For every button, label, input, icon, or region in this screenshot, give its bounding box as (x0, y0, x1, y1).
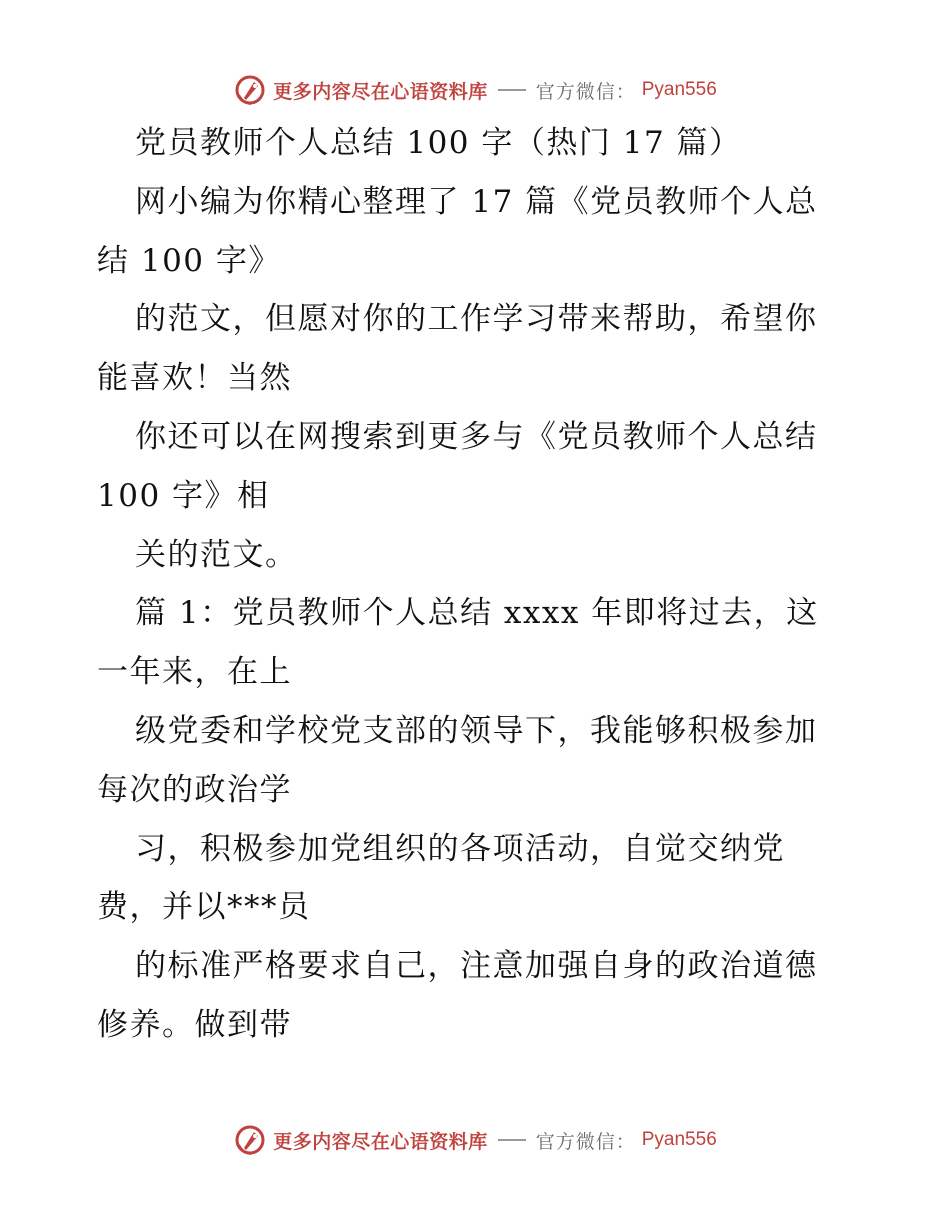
banner-wechat-id: Pyan556 (641, 1129, 717, 1150)
paragraph-line: 关的范文。 (135, 536, 298, 573)
document-body (97, 114, 857, 1055)
banner-text: 更多内容尽在心语资料库 (273, 80, 488, 103)
paragraph-line: 的标准严格要求自己，注意加强自身的政治道德 (135, 948, 818, 985)
document-title: 党员教师个人总结 100 字（热门 17 篇） (135, 125, 742, 161)
banner-divider (498, 1139, 526, 1141)
paragraph-line: 你还可以在网搜索到更多与《党员教师个人总结 (135, 418, 818, 455)
paragraph-line: 的范文，但愿对你的工作学习带来帮助，希望你 (135, 301, 818, 338)
pen-nib-logo-icon (233, 73, 267, 107)
paragraph-line: 级党委和学校党支部的领导下，我能够积极参加 (135, 712, 818, 749)
banner-wechat-id: Pyan556 (641, 79, 717, 100)
paragraph-line: 网小编为你精心整理了 17 篇《党员教师个人总 (135, 183, 818, 220)
paragraph-line: 能喜欢！当然 (97, 360, 292, 397)
paragraph-line: 结 100 字》 (97, 242, 281, 279)
banner-wechat-label: 官方微信： (535, 80, 636, 103)
paragraph-line: 一年来，在上 (97, 654, 292, 691)
banner-text: 更多内容尽在心语资料库 (273, 1130, 488, 1153)
footer-watermark-banner (0, 1120, 950, 1160)
paragraph-line: 习，积极参加党组织的各项活动，自觉交纳党 (135, 830, 785, 867)
paragraph-line: 每次的政治学 (97, 771, 292, 808)
paragraph-line: 费，并以***员 (97, 889, 311, 926)
banner-wechat-label: 官方微信： (535, 1130, 636, 1153)
paragraph-line: 100 字》相 (97, 477, 270, 514)
paragraph-line: 篇 1：党员教师个人总结 xxxx 年即将过去，这 (135, 595, 819, 632)
pen-nib-logo-icon (233, 1123, 267, 1157)
header-watermark-banner (0, 70, 950, 110)
paragraph-line: 修养。做到带 (97, 1006, 292, 1043)
banner-divider (498, 89, 526, 91)
